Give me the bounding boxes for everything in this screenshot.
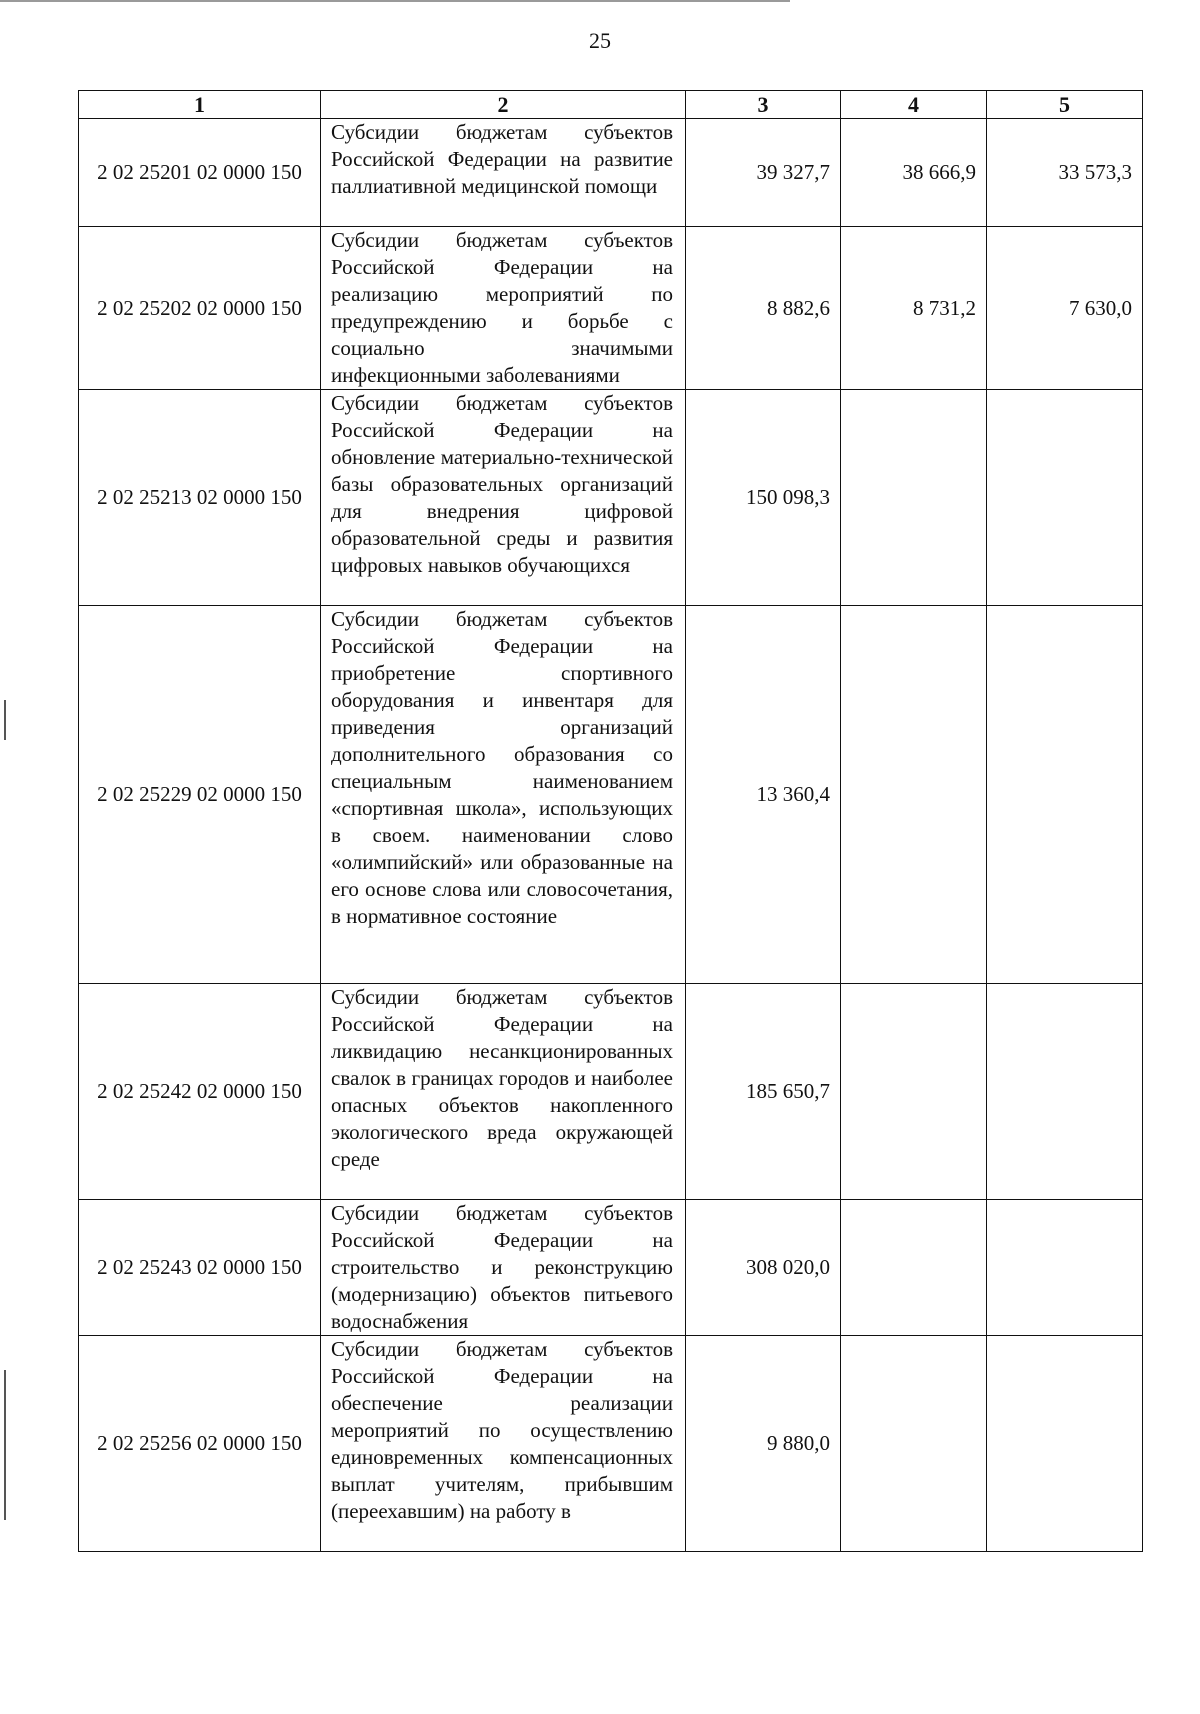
column-header: 3 xyxy=(686,91,841,119)
amount-col4: 38 666,9 xyxy=(841,119,987,227)
amount-col4: 8 731,2 xyxy=(841,227,987,390)
table-row xyxy=(79,390,1143,606)
row-description-text: Субсидии бюджетам субъектов Российской Федерации на развитие паллиативной медицинской помощи xyxy=(331,120,673,198)
scan-left-mark xyxy=(4,1370,6,1520)
amount-col4 xyxy=(841,1200,987,1336)
scan-top-edge xyxy=(0,0,790,2)
table-row xyxy=(79,1200,1143,1336)
budget-code: 2 02 25242 02 0000 150 xyxy=(79,984,321,1200)
table-row xyxy=(79,606,1143,984)
page-number: 25 xyxy=(589,28,611,53)
column-header: 1 xyxy=(79,91,321,119)
amount-col3: 13 360,4 xyxy=(686,606,841,984)
budget-table xyxy=(78,90,1143,1552)
amount-col5 xyxy=(987,984,1143,1200)
column-header: 5 xyxy=(987,91,1143,119)
row-description-text: Субсидии бюджетам субъектов Российской Федерации на приобретение спортивного оборудования и инвентаря для приведения организаций дополнительного образования со специальным наименованием «спортивная школа», использующих в своем. наименовании слово «олимпийский» или образованные на его основе слова или словосочетания, в нормативное состояние xyxy=(331,607,673,928)
table-row xyxy=(79,227,1143,390)
row-description-text: Субсидии бюджетам субъектов Российской Федерации на обеспечение реализации мероприятий по осуществлению единовременных компенсационных выплат учителям, прибывшим (переехавшим) на работу в xyxy=(331,1337,673,1523)
amount-col5 xyxy=(987,1336,1143,1552)
amount-col3: 39 327,7 xyxy=(686,119,841,227)
amount-col3: 8 882,6 xyxy=(686,227,841,390)
amount-col4 xyxy=(841,390,987,606)
budget-code: 2 02 25256 02 0000 150 xyxy=(79,1336,321,1552)
budget-code: 2 02 25213 02 0000 150 xyxy=(79,390,321,606)
scan-left-mark xyxy=(4,700,6,740)
amount-col5: 7 630,0 xyxy=(987,227,1143,390)
row-description xyxy=(321,1336,686,1552)
budget-code: 2 02 25202 02 0000 150 xyxy=(79,227,321,390)
row-description xyxy=(321,606,686,984)
amount-col5 xyxy=(987,390,1143,606)
budget-code: 2 02 25243 02 0000 150 xyxy=(79,1200,321,1336)
amount-col4 xyxy=(841,1336,987,1552)
amount-col5: 33 573,3 xyxy=(987,119,1143,227)
row-description xyxy=(321,984,686,1200)
amount-col4 xyxy=(841,606,987,984)
table-header-row xyxy=(79,91,1143,119)
column-header: 4 xyxy=(841,91,987,119)
budget-code: 2 02 25201 02 0000 150 xyxy=(79,119,321,227)
row-description xyxy=(321,119,686,227)
amount-col3: 150 098,3 xyxy=(686,390,841,606)
amount-col3: 308 020,0 xyxy=(686,1200,841,1336)
row-description-text: Субсидии бюджетам субъектов Российской Федерации на реализацию мероприятий по предупреждению и борьбе с социально значимыми инфекционными заболеваниями xyxy=(331,228,673,387)
budget-code: 2 02 25229 02 0000 150 xyxy=(79,606,321,984)
table-row xyxy=(79,984,1143,1200)
column-header: 2 xyxy=(321,91,686,119)
row-description xyxy=(321,227,686,390)
row-description xyxy=(321,390,686,606)
amount-col3: 185 650,7 xyxy=(686,984,841,1200)
table-row xyxy=(79,119,1143,227)
row-description-text: Субсидии бюджетам субъектов Российской Федерации на ликвидацию несанкционированных свалок в границах городов и наиболее опасных объектов накопленного экологического вреда окружающей среде xyxy=(331,985,673,1171)
amount-col5 xyxy=(987,1200,1143,1336)
row-description-text: Субсидии бюджетам субъектов Российской Федерации на строительство и реконструкцию (модернизацию) объектов питьевого водоснабжения xyxy=(331,1201,673,1333)
amount-col5 xyxy=(987,606,1143,984)
amount-col4 xyxy=(841,984,987,1200)
table-row xyxy=(79,1336,1143,1552)
amount-col3: 9 880,0 xyxy=(686,1336,841,1552)
row-description-text: Субсидии бюджетам субъектов Российской Федерации на обновление материально-технической базы образовательных организаций для внедрения цифровой образовательной среды и развития цифровых навыков обучающихся xyxy=(331,391,673,577)
row-description xyxy=(321,1200,686,1336)
